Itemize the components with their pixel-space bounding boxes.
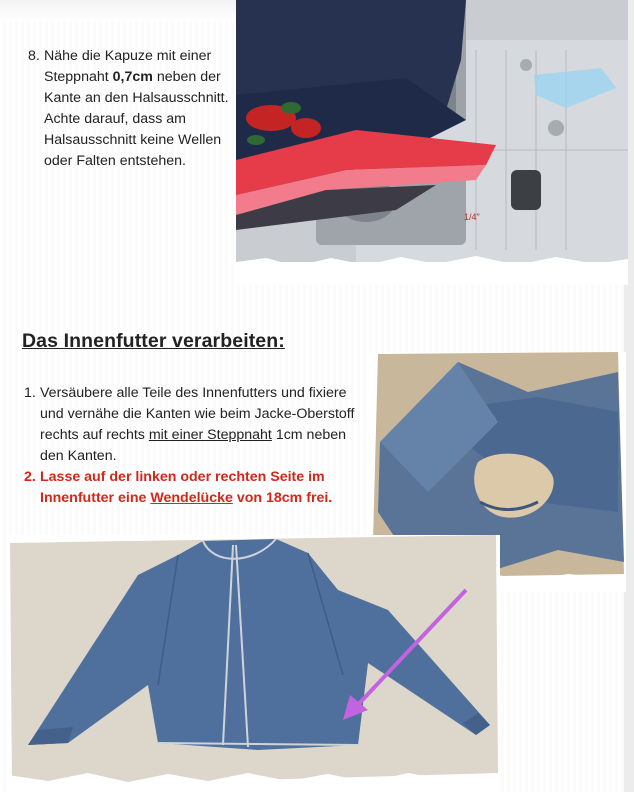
wendeluecke-link[interactable]: Wendelücke xyxy=(150,490,233,506)
steppnaht-link[interactable]: mit einer Steppnaht xyxy=(148,427,272,443)
list-item-1-text-part1: Versäubere alle Teile des Innenfutters und fixiere und vernähe die Kanten wie beim Jacke-Oberstoff rechts auf rechts xyxy=(40,385,355,443)
section-heading: Das Innenfutter verarbeiten: xyxy=(22,330,285,352)
step-8-instruction xyxy=(28,46,233,172)
seam-guide-label: 1/4" xyxy=(464,212,480,222)
step-8-text xyxy=(44,46,233,172)
list-item-1 xyxy=(24,383,364,467)
step-8-text-part1: Nähe die Kapuze mit einer Steppnaht xyxy=(44,48,212,85)
step-8-number: 8. xyxy=(28,48,40,64)
lining-instructions-list xyxy=(24,383,364,509)
list-item-1-text-part2: 1cm neben den Kanten. xyxy=(40,427,347,464)
list-item-2-text-part1: Lasse auf der linken oder rechten Seite im Innenfutter eine xyxy=(40,469,325,506)
step-8-seam-width: 0,7cm xyxy=(112,69,153,85)
step-8-text-part2: neben der Kante an den Halsausschnitt. Achte darauf, dass am Halsausschnitt keine Wellen oder Falten entstehen. xyxy=(44,69,229,169)
list-item-2-text-part2: von 18cm frei. xyxy=(232,490,333,506)
list-item-2 xyxy=(24,467,364,509)
list-item-1-number: 1. xyxy=(24,385,36,401)
list-item-2-number: 2. xyxy=(24,469,36,485)
top-page-edge xyxy=(0,0,240,22)
sewing-machine-photo xyxy=(236,0,628,285)
jacket-lining-photo xyxy=(8,535,500,792)
